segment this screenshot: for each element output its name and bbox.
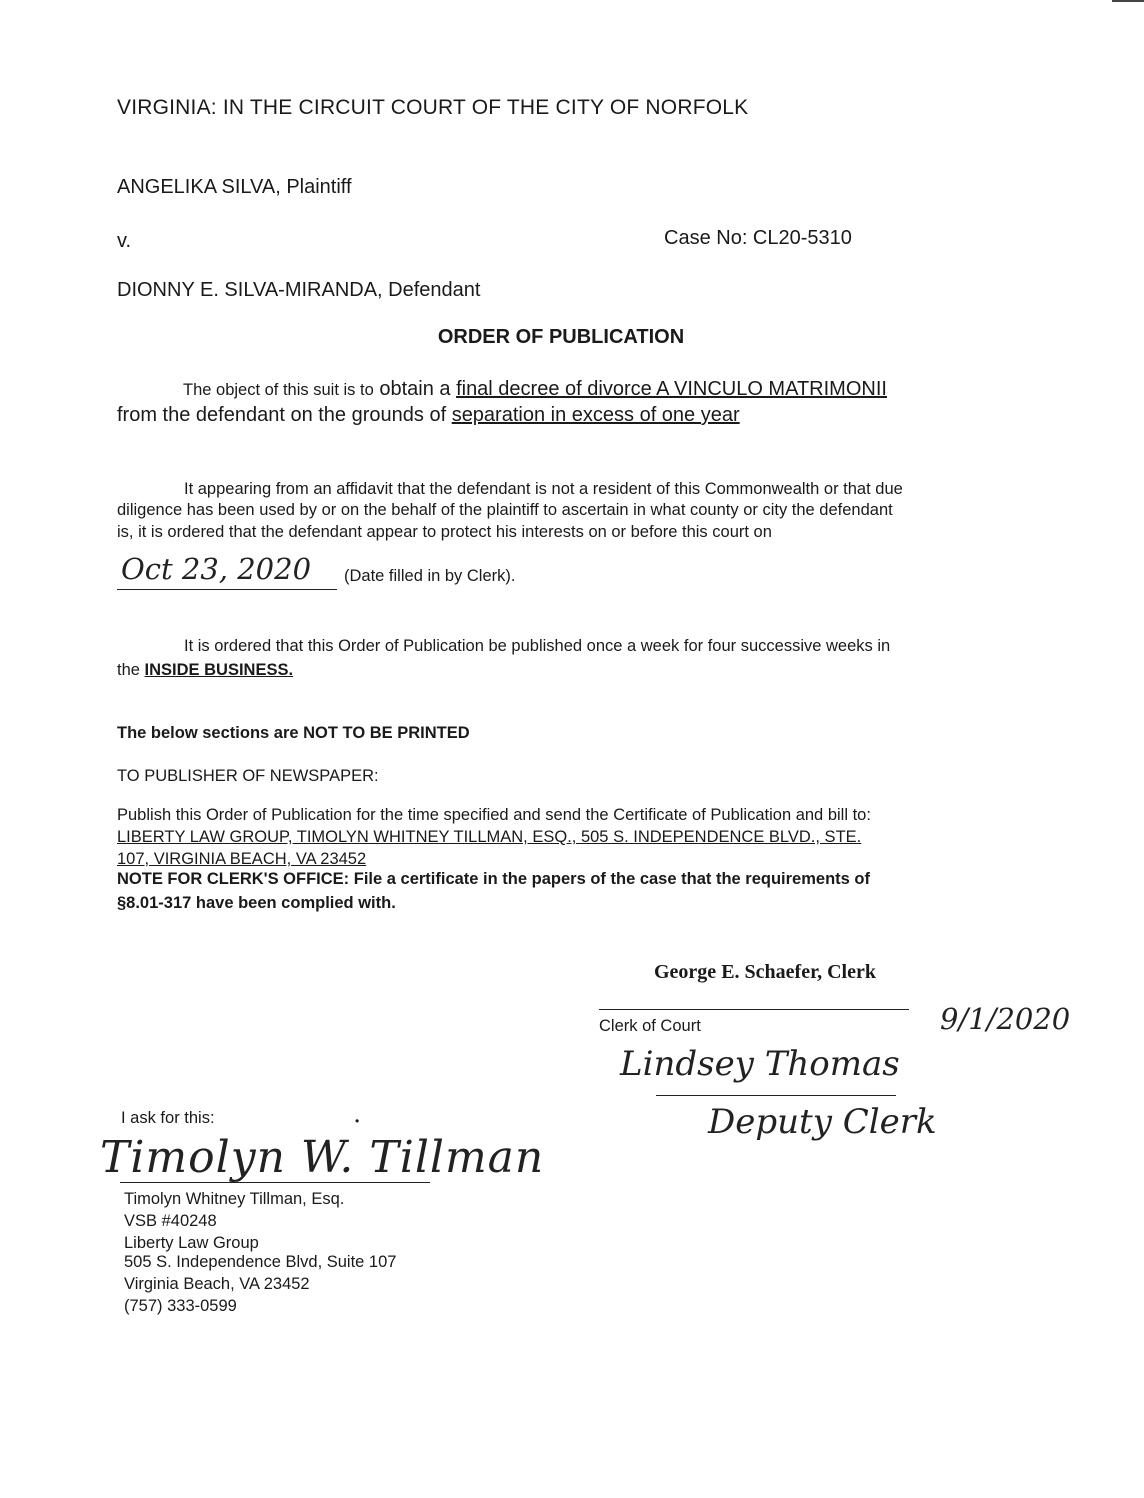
date-note: (Date filled in by Clerk). [344, 567, 516, 585]
defendant-line: DIONNY E. SILVA-MIRANDA, Defendant [117, 279, 481, 301]
appearance-date-handwritten: Oct 23, 2020 [121, 552, 312, 586]
publication-lead: the [117, 661, 140, 679]
clerk-note-line-1: NOTE FOR CLERK'S OFFICE: File a certificate in the papers of the case that the requirements of [117, 870, 870, 888]
attorney-phone: (757) 333-0599 [124, 1297, 237, 1315]
bill-to-line-2: 107, VIRGINIA BEACH, VA 23452 [117, 850, 367, 868]
publication-line-1: It is ordered that this Order of Publication be published once a week for four successive weeks in [184, 637, 891, 655]
versus-label: v. [117, 230, 132, 252]
attorney-address-2: Virginia Beach, VA 23452 [124, 1275, 310, 1293]
clerk-note-line-2: §8.01-317 have been complied with. [117, 894, 396, 912]
ask-for-this: I ask for this: [121, 1109, 215, 1127]
object-line-1 [183, 378, 887, 401]
scan-edge-mark [1112, 0, 1144, 8]
affidavit-line-2: diligence has been used by or on the behalf of the plaintiff to ascertain in what county or city the defendant [117, 501, 893, 519]
attorney-firm: Liberty Law Group [124, 1234, 259, 1252]
ink-dot: • [355, 1114, 360, 1128]
to-publisher-label: TO PUBLISHER OF NEWSPAPER: [117, 767, 379, 785]
object-lead-large: obtain a [379, 378, 451, 400]
attorney-address-1: 505 S. Independence Blvd, Suite 107 [124, 1253, 397, 1271]
document-title: ORDER OF PUBLICATION [437, 326, 685, 348]
publish-instruction: Publish this Order of Publication for the time specified and send the Certificate of Publication and bill to: [117, 806, 871, 824]
clerk-name: George E. Schaefer, Clerk [654, 961, 876, 983]
deputy-clerk-signature: Lindsey Thomas [620, 1044, 900, 1084]
grounds-value: separation in excess of one year [451, 404, 740, 426]
attorney-name: Timolyn Whitney Tillman, Esq. [124, 1190, 345, 1208]
deputy-signature-line [656, 1095, 896, 1096]
attorney-vsb: VSB #40248 [124, 1212, 217, 1230]
clerk-signed-date: 9/1/2020 [940, 1002, 1071, 1036]
case-number: Case No: CL20-5310 [664, 227, 852, 249]
clerk-signature-line [599, 1009, 909, 1010]
attorney-signature-line [120, 1182, 430, 1183]
court-heading: VIRGINIA: IN THE CIRCUIT COURT OF THE CITY OF NORFOLK [117, 96, 749, 119]
not-printed-heading: The below sections are NOT TO BE PRINTED [117, 724, 470, 742]
publication-line-2 [117, 661, 293, 680]
attorney-signature: Timolyn W. Tillman [100, 1132, 545, 1183]
affidavit-line-1: It appearing from an affidavit that the defendant is not a resident of this Commonwealth or that due [184, 480, 903, 498]
object-line-2 [117, 404, 740, 427]
bill-to-line-1: LIBERTY LAW GROUP, TIMOLYN WHITNEY TILLMAN, ESQ., 505 S. INDEPENDENCE BLVD., STE. [117, 828, 862, 846]
grounds-lead: from the defendant on the grounds of [117, 404, 447, 426]
date-underline [117, 589, 337, 590]
newspaper-name: INSIDE BUSINESS. [144, 661, 294, 679]
deputy-clerk-title: Deputy Clerk [708, 1102, 937, 1142]
object-lead-small: The object of this suit is to [183, 381, 374, 399]
plaintiff-line: ANGELIKA SILVA, Plaintiff [117, 176, 352, 198]
decree-type: final decree of divorce A VINCULO MATRIMONII [456, 378, 887, 400]
affidavit-line-3: is, it is ordered that the defendant appear to protect his interests on or before this court on [117, 523, 772, 541]
clerk-of-court-label: Clerk of Court [599, 1017, 701, 1035]
